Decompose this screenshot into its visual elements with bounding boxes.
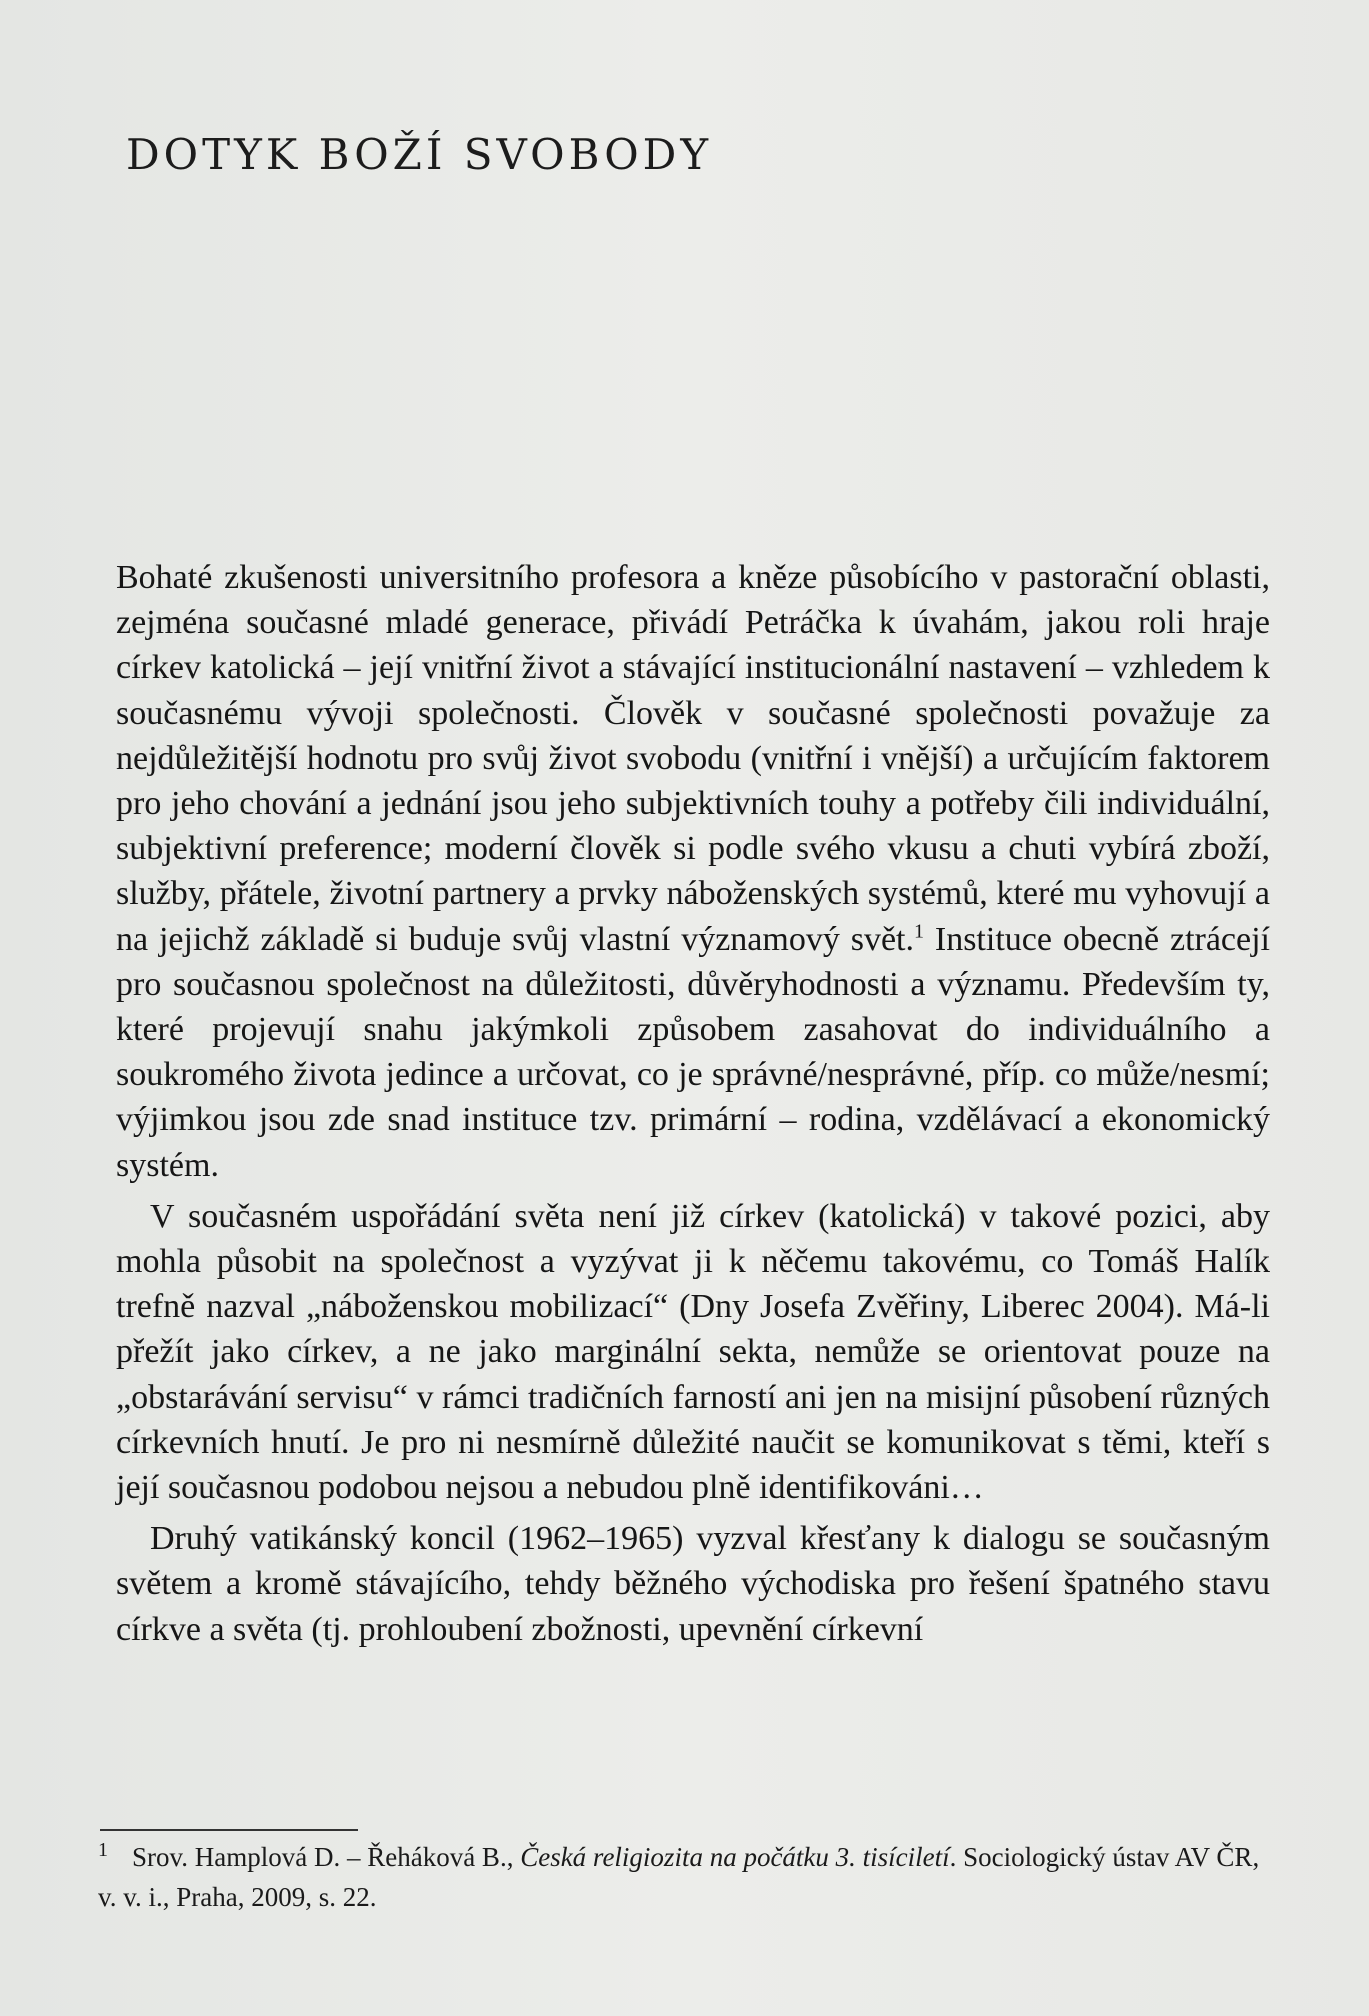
body-text	[116, 555, 1270, 1652]
footnote-prefix: Srov. Hamplová D. – Řeháková B.,	[132, 1842, 521, 1872]
paragraph-3: Druhý vatikánský koncil (1962–1965) vyzval křesťany k dialogu se současným světem a kromě stávajícího, tehdy běžného východiska pro řešení špatného stavu církve a světa (tj. prohloubení zbožnosti, upevnění církevní	[116, 1520, 1270, 1648]
footnote	[98, 1830, 1270, 1917]
footnote-suffix: . Sociologický ústav AV ČR, v. v. i., Praha, 2009, s. 22.	[98, 1842, 1260, 1912]
chapter-title: DOTYK BOŽÍ SVOBODY	[126, 130, 713, 179]
footnote-book-title: Česká religiozita na počátku 3. tisíciletí	[520, 1842, 950, 1872]
paragraph-2: V současném uspořádání světa není již církev (katolická) v takové pozici, aby mohla působit na společnost a vyzývat ji k něčemu takovému, co Tomáš Halík trefně nazval „náboženskou mobilizací“ (Dny Josefa Zvěřiny, Liberec 2004). Má-li přežít jako církev, a ne jako marginální sekta, nemůže se orientovat pouze na „obstarávání servisu“ v rámci tradičních farností ani jen na misijní působení různých církevních hnutí. Je pro ni nesmírně důležité naučit se komunikovat s těmi, kteří s její současnou podobou nejsou a nebudou plně identifikováni…	[116, 1197, 1270, 1507]
paragraph-1-text-before-note: Bohaté zkušenosti universitního profesora a kněze působícího v pastorační oblasti, zejména současné mladé generace, přivádí Petráčka k úvahám, jakou roli hraje církev katolická – její vnitřní život a stávající institucionální nastavení – vzhledem k současnému vývoji společnosti. Člověk v současné společnosti považuje za nejdůležitější hodnotu pro svůj život svobodu (vnitřní i vnější) a určujícím faktorem pro jeho chování a jednání jsou jeho subjektivních touhy a potřeby čili individuální, subjektivní preference; moderní člověk si podle svého vkusu a chuti vybírá zboží, služby, přátele, životní partnery a prvky náboženských systémů, které mu vyhovují a na jejichž základě si buduje svůj vlastní významový svět.	[116, 559, 1270, 958]
footnote-reference: 1	[914, 920, 924, 943]
footnote-number: 1	[98, 1839, 108, 1861]
paragraph-1-text-after-note: Instituce obecně ztrácejí pro současnou společnost na důležitosti, důvěryhodnosti a významu. Především ty, které projevují snahu jakýmkoli způsobem zasahovat do individuálního a soukromého života jedince a určovat, co je správné/nesprávné, příp. co může/nesmí; výjimkou jsou zde snad instituce tzv. primární – rodina, vzdělávací a ekonomický systém.	[116, 920, 1271, 1184]
paragraph-1	[116, 555, 1270, 1188]
